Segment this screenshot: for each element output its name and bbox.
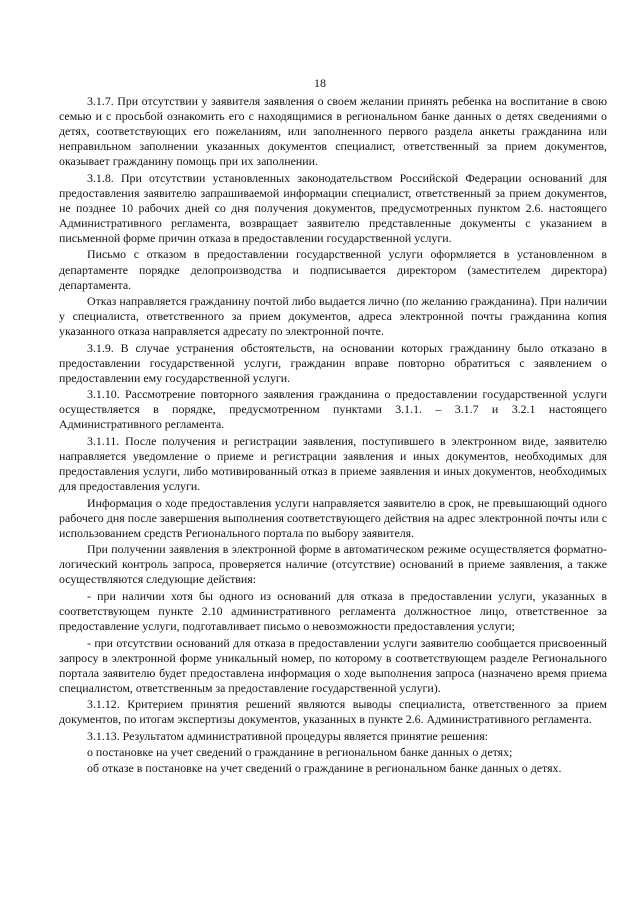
page-number: 18	[314, 76, 326, 90]
paragraph-3-1-10: 3.1.10. Рассмотрение повторного заявления гражданина о предоставлении государственной услуги осуществляется в порядке, предусмотренном пунктами 3.1.1. – 3.1.7 и 3.2.1 настоящего Административного регламента.	[59, 387, 607, 432]
decision-item-refusal: об отказе в постановке на учет сведений о гражданине в региональном банке данных о детях.	[87, 760, 562, 775]
paragraph-electronic-receipt: При получении заявления в электронной форме в автоматическом режиме осуществляется форматно-логический контроль запроса, проверяется наличие (отсутствие) оснований в приеме заявления, а также осуществляются следующие действия:	[59, 542, 607, 587]
paragraph-refusal-letter: Письмо с отказом в предоставлении государственной услуги оформляется в установленном в департаменте порядке делопроизводства и подписывается директором (заместителем директора) департамента.	[59, 247, 607, 292]
list-item-refusal-grounds: - при наличии хотя бы одного из оснований для отказа в предоставлении услуги, указанных в соответствующем пункте 2.10 административного регламента должностное лицо, ответственное за предоставление услуги, подготавливает письмо о невозможности предоставления услуги;	[59, 589, 607, 634]
document-body	[59, 94, 607, 776]
paragraph-3-1-12: 3.1.12. Критерием принятия решений являются выводы специалиста, ответственного за прием документов, по итогам экспертизы документов, указанных в пункте 2.6. Административного регламента.	[59, 697, 607, 727]
paragraph-refusal-delivery: Отказ направляется гражданину почтой либо выдается лично (по желанию гражданина). При наличии у специалиста, ответственного за прием документов, адреса электронной почты гражданина копия указанного отказа направляется адресату по электронной почте.	[59, 294, 607, 339]
paragraph-3-1-9: 3.1.9. В случае устранения обстоятельств, на основании которых гражданину было отказано в предоставлении государственной услуги, гражданин вправе повторно обратиться с заявлением о предоставлении ему государственной услуги.	[59, 340, 607, 385]
paragraph-3-1-8: 3.1.8. При отсутствии установленных законодательством Российской Федерации оснований для предоставления заявителю запрашиваемой информации специалист, ответственный за прием документов, не позднее 10 рабочих дней со дня получения документов, предусмотренных пунктом 2.6. настоящего Административного регламента, возвращает заявителю представленные документы с указанием в письменной форме причин отказа в предоставлении государственной услуги.	[59, 170, 607, 245]
paragraph-3-1-13: 3.1.13. Результатом административной процедуры является принятие решения:	[87, 728, 488, 743]
paragraph-3-1-7: 3.1.7. При отсутствии у заявителя заявления о своем желании принять ребенка на воспитание в свою семью и с просьбой ознакомить его с находящимися в региональном банке данных о детях сведениями о детях, соответствующих его пожеланиям, или заполненного первого раздела анкеты гражданина или неправильном заполнении указанных документов специалист, ответственный за прием документов, оказывает гражданину помощь при их заполнении.	[59, 94, 607, 169]
list-item-no-refusal-grounds: - при отсутствии оснований для отказа в предоставлении услуги заявителю сообщается присвоенный запросу в электронной форме уникальный номер, по которому в соответствующем разделе Регионального портала заявителю будет предоставлена информация о ходе выполнения запроса (назначено время приема специалистом, ответственным за предоставление государственной услуги).	[59, 635, 607, 695]
paragraph-progress-info: Информация о ходе предоставления услуги направляется заявителю в срок, не превышающий одного рабочего дня после завершения выполнения соответствующего действия на адрес электронной почты или с использованием средств Регионального портала по выбору заявителя.	[59, 495, 607, 540]
paragraph-3-1-11: 3.1.11. После получения и регистрации заявления, поступившего в электронном виде, заявителю направляется уведомление о приеме и регистрации заявления и иных документов, необходимых для предоставления услуги, либо мотивированный отказ в приеме заявления и иных документов, необходимых для предоставления услуги.	[59, 434, 607, 494]
decision-item-registration: о постановке на учет сведений о гражданине в региональном банке данных о детях;	[87, 745, 513, 760]
